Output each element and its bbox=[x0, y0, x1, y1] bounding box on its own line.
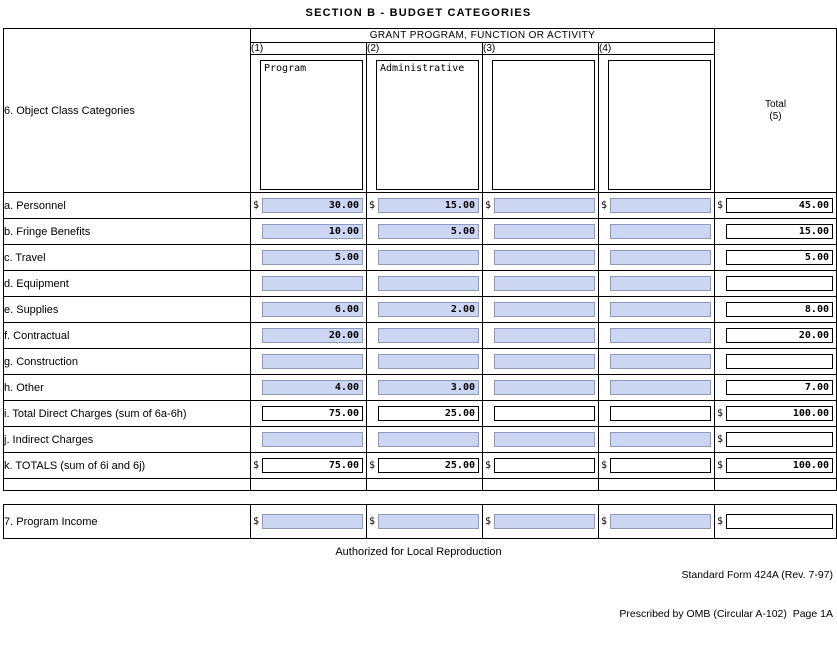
amount-field[interactable] bbox=[494, 458, 595, 473]
amount-cell bbox=[599, 349, 715, 375]
program-income-field[interactable] bbox=[610, 514, 711, 529]
amount-field[interactable]: 5.00 bbox=[262, 250, 363, 265]
page-footer bbox=[0, 543, 837, 620]
amount-cell bbox=[483, 375, 599, 401]
amount-cell bbox=[483, 505, 599, 539]
amount-field[interactable]: 5.00 bbox=[378, 224, 479, 239]
table-row bbox=[4, 349, 837, 375]
amount-cell bbox=[599, 505, 715, 539]
total-field[interactable] bbox=[726, 354, 833, 369]
row-label-cell bbox=[4, 271, 251, 297]
total-cell bbox=[715, 219, 837, 245]
row-label: i. Total Direct Charges (sum of 6a-6h) bbox=[4, 407, 187, 420]
amount-cell bbox=[599, 271, 715, 297]
column-number: (4) bbox=[599, 43, 612, 54]
amount-field[interactable]: 25.00 bbox=[378, 406, 479, 421]
amount-field[interactable] bbox=[610, 380, 711, 395]
total-field[interactable]: 100.00 bbox=[726, 458, 833, 473]
amount-cell bbox=[483, 453, 599, 479]
total-cell bbox=[715, 453, 837, 479]
dollar-sign: $ bbox=[717, 408, 724, 419]
amount-cell bbox=[483, 427, 599, 453]
column-number-cell bbox=[599, 43, 715, 55]
amount-field[interactable] bbox=[378, 276, 479, 291]
amount-field[interactable] bbox=[610, 302, 711, 317]
amount-cell bbox=[251, 349, 367, 375]
amount-field[interactable] bbox=[494, 354, 595, 369]
spacer-row bbox=[4, 479, 837, 491]
amount-cell bbox=[367, 375, 483, 401]
total-column-number: (5) bbox=[769, 110, 782, 122]
dollar-sign: $ bbox=[601, 516, 608, 527]
total-cell bbox=[715, 505, 837, 539]
amount-cell bbox=[599, 297, 715, 323]
table-row bbox=[4, 323, 837, 349]
total-field[interactable]: 100.00 bbox=[726, 406, 833, 421]
amount-field[interactable] bbox=[262, 354, 363, 369]
amount-field[interactable] bbox=[610, 276, 711, 291]
amount-cell bbox=[251, 245, 367, 271]
header-row bbox=[4, 29, 837, 43]
amount-field[interactable] bbox=[610, 354, 711, 369]
spacer-cell bbox=[599, 479, 715, 491]
row-label: g. Construction bbox=[4, 355, 78, 368]
amount-cell bbox=[367, 505, 483, 539]
spacer-cell bbox=[367, 479, 483, 491]
amount-field[interactable]: 75.00 bbox=[262, 458, 363, 473]
amount-cell bbox=[251, 323, 367, 349]
form-prescription: Prescribed by OMB (Circular A-102) Page 1A bbox=[619, 608, 833, 620]
row-label: b. Fringe Benefits bbox=[4, 225, 91, 238]
amount-cell bbox=[599, 453, 715, 479]
total-header-cell bbox=[715, 29, 837, 193]
total-cell bbox=[715, 427, 837, 453]
amount-field[interactable] bbox=[494, 406, 595, 421]
dollar-sign: $ bbox=[253, 460, 260, 471]
row-label-cell bbox=[4, 323, 251, 349]
row-label-cell bbox=[4, 401, 251, 427]
amount-field[interactable] bbox=[494, 198, 595, 213]
object-class-header: 6. Object Class Categories bbox=[4, 104, 135, 117]
amount-field[interactable]: 20.00 bbox=[262, 328, 363, 343]
row-label-cell bbox=[4, 375, 251, 401]
table-row bbox=[4, 193, 837, 219]
dollar-sign: $ bbox=[485, 460, 492, 471]
row-label-cell bbox=[4, 219, 251, 245]
column-number: (2) bbox=[367, 43, 380, 54]
object-class-header-cell bbox=[4, 29, 251, 193]
amount-cell bbox=[367, 401, 483, 427]
dollar-sign: $ bbox=[717, 200, 724, 211]
amount-cell bbox=[251, 453, 367, 479]
amount-field[interactable] bbox=[378, 328, 479, 343]
amount-field[interactable]: 15.00 bbox=[378, 198, 479, 213]
total-cell bbox=[715, 401, 837, 427]
amount-cell bbox=[251, 401, 367, 427]
amount-cell bbox=[367, 245, 483, 271]
amount-cell bbox=[483, 349, 599, 375]
dollar-sign: $ bbox=[717, 460, 724, 471]
amount-cell bbox=[599, 375, 715, 401]
amount-cell bbox=[251, 193, 367, 219]
amount-cell bbox=[367, 271, 483, 297]
amount-field[interactable]: 3.00 bbox=[378, 380, 479, 395]
program-name-field[interactable] bbox=[492, 60, 595, 190]
amount-cell bbox=[251, 297, 367, 323]
total-cell bbox=[715, 349, 837, 375]
page-title: SECTION B - BUDGET CATEGORIES bbox=[305, 7, 532, 19]
amount-cell bbox=[483, 193, 599, 219]
amount-cell bbox=[599, 401, 715, 427]
amount-cell bbox=[251, 427, 367, 453]
amount-field[interactable] bbox=[378, 250, 479, 265]
column-number-cell bbox=[251, 43, 367, 55]
amount-cell bbox=[599, 245, 715, 271]
amount-field[interactable] bbox=[494, 250, 595, 265]
table-row bbox=[4, 219, 837, 245]
table-row bbox=[4, 245, 837, 271]
program-income-total-field[interactable] bbox=[726, 514, 833, 529]
spacer-cell bbox=[251, 479, 367, 491]
program-income-label: 7. Program Income bbox=[4, 515, 98, 528]
amount-cell bbox=[367, 453, 483, 479]
program-name-field[interactable] bbox=[608, 60, 711, 190]
dollar-sign: $ bbox=[369, 200, 376, 211]
budget-table bbox=[3, 28, 837, 491]
amount-field[interactable] bbox=[610, 406, 711, 421]
total-cell bbox=[715, 245, 837, 271]
dollar-sign: $ bbox=[253, 516, 260, 527]
amount-field[interactable]: 25.00 bbox=[378, 458, 479, 473]
total-field[interactable]: 20.00 bbox=[726, 328, 833, 343]
table-row bbox=[4, 297, 837, 323]
row-label: h. Other bbox=[4, 381, 44, 394]
table-row bbox=[4, 453, 837, 479]
total-field[interactable]: 15.00 bbox=[726, 224, 833, 239]
amount-field[interactable] bbox=[262, 276, 363, 291]
total-field[interactable] bbox=[726, 276, 833, 291]
form-identification bbox=[619, 543, 833, 647]
program-name-cell bbox=[251, 55, 367, 193]
amount-cell bbox=[367, 349, 483, 375]
amount-cell bbox=[599, 323, 715, 349]
amount-field[interactable] bbox=[610, 198, 711, 213]
row-label-cell bbox=[4, 193, 251, 219]
dollar-sign: $ bbox=[485, 516, 492, 527]
footer-reproduction-note: Authorized for Local Reproduction bbox=[335, 546, 502, 558]
amount-cell bbox=[367, 193, 483, 219]
amount-field[interactable] bbox=[494, 224, 595, 239]
spacer-cell bbox=[4, 479, 251, 491]
amount-cell bbox=[367, 297, 483, 323]
total-cell bbox=[715, 193, 837, 219]
column-number: (3) bbox=[483, 43, 496, 54]
amount-field[interactable]: 2.00 bbox=[378, 302, 479, 317]
column-number-cell bbox=[483, 43, 599, 55]
program-income-field[interactable] bbox=[494, 514, 595, 529]
program-income-label-cell bbox=[4, 505, 251, 539]
dollar-sign: $ bbox=[485, 200, 492, 211]
amount-cell bbox=[367, 323, 483, 349]
amount-field[interactable] bbox=[494, 276, 595, 291]
row-label-cell bbox=[4, 245, 251, 271]
amount-field[interactable] bbox=[610, 458, 711, 473]
amount-cell bbox=[483, 323, 599, 349]
amount-field[interactable] bbox=[610, 224, 711, 239]
total-field[interactable] bbox=[726, 432, 833, 447]
spacer-cell bbox=[715, 479, 837, 491]
total-cell bbox=[715, 271, 837, 297]
form-number: Standard Form 424A (Rev. 7-97) bbox=[681, 569, 833, 581]
row-label-cell bbox=[4, 297, 251, 323]
dollar-sign: $ bbox=[253, 200, 260, 211]
dollar-sign: $ bbox=[601, 460, 608, 471]
row-label: j. Indirect Charges bbox=[4, 433, 94, 446]
grant-program-header: GRANT PROGRAM, FUNCTION OR ACTIVITY bbox=[369, 30, 596, 41]
table-row bbox=[4, 401, 837, 427]
row-label: e. Supplies bbox=[4, 303, 59, 316]
amount-field[interactable]: 75.00 bbox=[262, 406, 363, 421]
amount-cell bbox=[251, 271, 367, 297]
table-row bbox=[4, 427, 837, 453]
total-field[interactable]: 7.00 bbox=[726, 380, 833, 395]
amount-cell bbox=[367, 427, 483, 453]
row-label: d. Equipment bbox=[4, 277, 69, 290]
amount-cell bbox=[599, 219, 715, 245]
amount-field[interactable] bbox=[494, 380, 595, 395]
amount-field[interactable] bbox=[262, 432, 363, 447]
amount-cell bbox=[483, 219, 599, 245]
amount-field[interactable] bbox=[610, 432, 711, 447]
table-row bbox=[4, 271, 837, 297]
amount-field[interactable]: 4.00 bbox=[262, 380, 363, 395]
spacer-cell bbox=[483, 479, 599, 491]
column-number-cell bbox=[367, 43, 483, 55]
table-row bbox=[4, 375, 837, 401]
program-income-field[interactable] bbox=[262, 514, 363, 529]
program-name-cell bbox=[483, 55, 599, 193]
dollar-sign: $ bbox=[369, 460, 376, 471]
amount-cell bbox=[599, 427, 715, 453]
program-income-row bbox=[4, 505, 837, 539]
amount-field[interactable]: 6.00 bbox=[262, 302, 363, 317]
program-name-cell bbox=[599, 55, 715, 193]
amount-field[interactable] bbox=[494, 302, 595, 317]
grant-program-header-cell bbox=[251, 29, 715, 43]
amount-cell bbox=[483, 401, 599, 427]
amount-field[interactable] bbox=[610, 328, 711, 343]
row-label: k. TOTALS (sum of 6i and 6j) bbox=[4, 459, 146, 472]
total-cell bbox=[715, 323, 837, 349]
row-label: f. Contractual bbox=[4, 329, 70, 342]
row-label-cell bbox=[4, 349, 251, 375]
dollar-sign: $ bbox=[717, 516, 724, 527]
row-label-cell bbox=[4, 427, 251, 453]
row-label-cell bbox=[4, 453, 251, 479]
program-name-field[interactable]: Administrative bbox=[376, 60, 479, 190]
total-header: Total bbox=[764, 98, 787, 110]
amount-cell bbox=[251, 375, 367, 401]
dollar-sign: $ bbox=[601, 200, 608, 211]
total-field[interactable]: 45.00 bbox=[726, 198, 833, 213]
amount-field[interactable]: 30.00 bbox=[262, 198, 363, 213]
program-name-field[interactable]: Program bbox=[260, 60, 363, 190]
amount-cell bbox=[483, 297, 599, 323]
amount-field[interactable] bbox=[378, 354, 479, 369]
amount-cell bbox=[483, 245, 599, 271]
amount-cell bbox=[251, 219, 367, 245]
program-income-table bbox=[3, 504, 837, 539]
row-label: c. Travel bbox=[4, 251, 46, 264]
amount-field[interactable] bbox=[494, 328, 595, 343]
amount-cell bbox=[251, 505, 367, 539]
total-cell bbox=[715, 297, 837, 323]
amount-cell bbox=[367, 219, 483, 245]
amount-field[interactable] bbox=[378, 432, 479, 447]
dollar-sign: $ bbox=[717, 434, 724, 445]
column-number: (1) bbox=[251, 43, 264, 54]
amount-cell bbox=[599, 193, 715, 219]
total-cell bbox=[715, 375, 837, 401]
dollar-sign: $ bbox=[369, 516, 376, 527]
total-field[interactable]: 5.00 bbox=[726, 250, 833, 265]
amount-cell bbox=[483, 271, 599, 297]
row-label: a. Personnel bbox=[4, 199, 66, 212]
program-name-cell bbox=[367, 55, 483, 193]
total-field[interactable]: 8.00 bbox=[726, 302, 833, 317]
amount-field[interactable]: 10.00 bbox=[262, 224, 363, 239]
amount-field[interactable] bbox=[494, 432, 595, 447]
amount-field[interactable] bbox=[610, 250, 711, 265]
program-income-field[interactable] bbox=[378, 514, 479, 529]
